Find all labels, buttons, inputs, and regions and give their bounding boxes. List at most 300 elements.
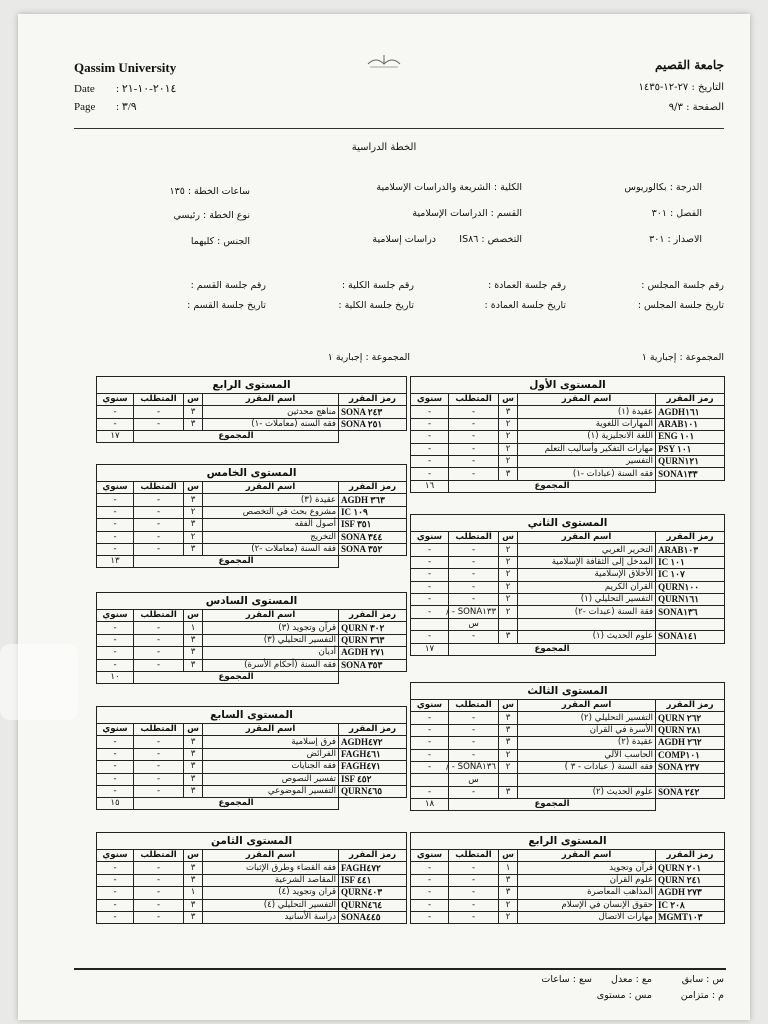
course-yearly: - [97, 874, 134, 886]
university-name-ar: جامعة القصيم [655, 58, 724, 72]
course-name: عقيدة (١) [518, 406, 656, 418]
course-row [411, 631, 725, 643]
course-row [97, 659, 407, 671]
sum-row [411, 480, 725, 492]
course-name: فقه السنة (معاملات -٢) [203, 543, 339, 555]
course-name: فقه الجنايات [203, 761, 339, 773]
course-hours: ٣ [184, 748, 203, 760]
date-ar: التاريخ : ٢٧-١٢-١٤٣٥ [638, 82, 724, 93]
course-yearly: - [97, 748, 134, 760]
college-session-no: رقم جلسة الكلية : [341, 280, 414, 291]
course-yearly: - [97, 418, 134, 430]
course-prereq: - [134, 899, 184, 911]
course-prereq: - [134, 773, 184, 785]
sum-label: المجموع [134, 798, 339, 810]
course-name [518, 618, 656, 630]
course-hours: ٣ [499, 786, 518, 798]
course-name: فقه السنه (معاملات -١) [203, 418, 339, 430]
course-row [97, 634, 407, 646]
col-hours-header: س [184, 482, 203, 494]
course-prereq: - [449, 406, 499, 418]
col-year-header: سنوي [97, 724, 134, 736]
course-prereq: - [449, 712, 499, 724]
col-code-header: رمز المقرر [339, 610, 407, 622]
course-row [411, 737, 725, 749]
column-header-row [97, 724, 407, 736]
course-prereq: - [449, 862, 499, 874]
course-prereq: - [449, 737, 499, 749]
course-code: IC ١٠١ [656, 556, 725, 568]
course-prereq: - [134, 406, 184, 418]
course-prereq: - [449, 593, 499, 605]
course-name: مناهج محدثين [203, 406, 339, 418]
course-prereq: - [449, 631, 499, 643]
course-hours [499, 774, 518, 786]
course-code: IC ١٠٧ [656, 569, 725, 581]
course-hours: ٣ [184, 736, 203, 748]
course-yearly: - [411, 544, 449, 556]
course-code: SONA١٤١ [656, 631, 725, 643]
course-code: QURN١٢١ [656, 455, 725, 467]
course-hours [499, 618, 518, 630]
course-prereq: - [449, 431, 499, 443]
course-yearly: - [411, 593, 449, 605]
col-year-header: سنوي [97, 394, 134, 406]
degree: الدرجة : بكالوريوس [624, 182, 702, 193]
course-prereq: - [134, 647, 184, 659]
col-year-header: سنوي [411, 850, 449, 862]
course-yearly [411, 774, 449, 786]
course-code: PSY ١٠١ [656, 443, 725, 455]
course-prereq: - [134, 634, 184, 646]
course-name: فقه السنة (أحكام الأسرة) [203, 659, 339, 671]
course-row [97, 519, 407, 531]
course-name: التخريج [203, 531, 339, 543]
sum-spacer [656, 643, 725, 655]
col-name-header: اسم المقرر [203, 724, 339, 736]
col-hours-header: س [184, 724, 203, 736]
course-name: علوم الحديث (٢) [518, 786, 656, 798]
course-name: المذاهب المعاصرة [518, 887, 656, 899]
date-line [74, 82, 176, 95]
course-yearly: - [97, 773, 134, 785]
page-line [74, 100, 137, 113]
course-code: QURN٤٦٤ [339, 899, 407, 911]
course-hours: ٢ [499, 911, 518, 923]
deanship-session-no: رقم جلسة العمادة : [487, 280, 566, 291]
course-yearly: - [97, 887, 134, 899]
course-yearly: - [97, 531, 134, 543]
col-hours-header: س [184, 850, 203, 862]
legend-concurrent: م : متزامن [680, 990, 724, 1001]
course-code: QURN٤٦٥ [339, 785, 407, 797]
sum-row [411, 799, 725, 811]
specialization-name: دراسات إسلامية [372, 234, 436, 245]
page-value: : ٣/٩ [116, 101, 137, 113]
course-row [411, 556, 725, 568]
course-hours: ٢ [499, 443, 518, 455]
course-code: SONA ٣٥٣ [339, 659, 407, 671]
course-code: ENG ١٠١ [656, 431, 725, 443]
course-code: AGDH ٢٦٢ [656, 737, 725, 749]
course-code: SONA١٣٦ [656, 606, 725, 618]
course-name: فقه السنة (عبادات -١) [518, 468, 656, 480]
course-yearly: - [411, 899, 449, 911]
level-title: المستوى الرابع [97, 377, 407, 394]
course-code: SONA ٢٥١ [339, 418, 407, 430]
course-code: QURN ٢٤١ [656, 874, 725, 886]
course-yearly: - [97, 647, 134, 659]
course-row [97, 773, 407, 785]
sum-value: ١٦ [411, 480, 449, 492]
course-yearly: - [97, 736, 134, 748]
course-row [97, 748, 407, 760]
level-table-right-2 [410, 514, 725, 656]
course-prereq: - [449, 544, 499, 556]
level-table-right-4 [410, 832, 725, 924]
course-prereq: - [134, 887, 184, 899]
course-row [411, 443, 725, 455]
course-hours: ٣ [184, 634, 203, 646]
course-row [411, 569, 725, 581]
course-prereq: - [134, 519, 184, 531]
course-yearly: - [411, 455, 449, 467]
level-table-right-1 [410, 376, 725, 493]
course-code: QURN٤٠٣ [339, 887, 407, 899]
course-hours: ٢ [499, 569, 518, 581]
course-row [411, 786, 725, 798]
column-header-row [97, 482, 407, 494]
course-code: COMP١٠١ [656, 749, 725, 761]
course-yearly: - [97, 506, 134, 518]
course-row [97, 761, 407, 773]
course-prereq: - [449, 569, 499, 581]
course-yearly: - [411, 468, 449, 480]
course-name: القرآن الكريم [518, 581, 656, 593]
col-code-header: رمز المقرر [339, 394, 407, 406]
course-name: التفسير التحليلي (٢) [518, 712, 656, 724]
course-prereq: - [134, 761, 184, 773]
sum-label: المجموع [449, 480, 656, 492]
course-code: FAGH٤٧٢ [339, 862, 407, 874]
course-prereq: - [449, 874, 499, 886]
course-prereq: - [134, 418, 184, 430]
col-year-header: سنوي [97, 482, 134, 494]
col-hours-header: س [184, 394, 203, 406]
course-hours: ٢ [499, 455, 518, 467]
university-name-en: Qassim University [74, 60, 177, 75]
course-yearly: - [411, 606, 449, 618]
course-row [97, 543, 407, 555]
course-yearly: - [411, 786, 449, 798]
course-name: التفسير التحليلي (٤) [203, 899, 339, 911]
footer-rule [74, 968, 726, 970]
department: القسم : الدراسات الإسلامية [412, 208, 522, 219]
course-name: المدخل إلى الثقافة الإسلامية [518, 556, 656, 568]
gender: الجنس : كليهما [190, 236, 250, 247]
sum-spacer [339, 556, 407, 568]
col-code-header: رمز المقرر [339, 850, 407, 862]
course-code: AGDH٤٧٢ [339, 736, 407, 748]
course-yearly: - [97, 761, 134, 773]
course-yearly: - [97, 899, 134, 911]
date-label: Date [74, 83, 95, 95]
course-name: فقة السنة (عبدات -٢) [518, 606, 656, 618]
course-prereq: - [449, 724, 499, 736]
course-yearly: - [411, 911, 449, 923]
sum-row [97, 671, 407, 683]
course-prereq: - [134, 736, 184, 748]
course-name [518, 774, 656, 786]
course-hours: ٢ [184, 531, 203, 543]
course-code: FAGH٤٧١ [339, 761, 407, 773]
col-hours-header: س [499, 850, 518, 862]
course-yearly [411, 618, 449, 630]
course-code: FAGH٤٦١ [339, 748, 407, 760]
term: الفصل : ٣٠١ [651, 208, 702, 219]
course-hours: ٣ [184, 659, 203, 671]
page-ar: الصفحة : ٩/٣ [668, 102, 724, 113]
course-name: التفسير الموضوعي [203, 785, 339, 797]
course-row [411, 544, 725, 556]
column-header-row [411, 394, 725, 406]
course-name: التفسير التحليلي (١) [518, 593, 656, 605]
legend-hours: سع : ساعات [541, 974, 592, 985]
course-name: تفسير النصوص [203, 773, 339, 785]
sum-value: ١٧ [97, 431, 134, 443]
course-name: حقوق الإنسان في الإسلام [518, 899, 656, 911]
course-hours: ٢ [499, 581, 518, 593]
sum-row [97, 798, 407, 810]
col-name-header: اسم المقرر [203, 482, 339, 494]
col-hours-header: س [499, 700, 518, 712]
course-hours: ٣ [184, 418, 203, 430]
course-prereq: - [449, 749, 499, 761]
level-title: المستوى الثامن [97, 833, 407, 850]
course-hours: ٢ [499, 544, 518, 556]
course-prereq: - [449, 455, 499, 467]
col-prereq-header: المتطلب [449, 532, 499, 544]
course-code: QURN ٣٦٣ [339, 634, 407, 646]
level-title: المستوى الأول [411, 377, 725, 394]
course-hours: ٣ [184, 911, 203, 923]
level-title: المستوى الثالث [411, 683, 725, 700]
course-prereq: - [134, 874, 184, 886]
course-row [411, 774, 725, 786]
course-hours: ٣ [184, 899, 203, 911]
col-code-header: رمز المقرر [656, 532, 725, 544]
col-code-header: رمز المقرر [339, 724, 407, 736]
column-header-row [411, 700, 725, 712]
col-year-header: سنوي [411, 394, 449, 406]
course-prereq: - [134, 659, 184, 671]
course-yearly: - [411, 569, 449, 581]
course-name: فقه القضاء وطرق الإثبات [203, 862, 339, 874]
course-hours: ٣ [184, 785, 203, 797]
course-hours: ٣ [184, 773, 203, 785]
course-yearly: - [411, 431, 449, 443]
course-name: عقيدة (٣) [203, 494, 339, 506]
course-prereq: - [134, 543, 184, 555]
course-row [97, 418, 407, 430]
course-code: SONA ٢٤٣ [339, 406, 407, 418]
col-prereq-header: المتطلب [449, 394, 499, 406]
course-yearly: - [97, 622, 134, 634]
course-row [97, 406, 407, 418]
course-code: AGDH ٢٧١ [339, 647, 407, 659]
col-name-header: اسم المقرر [203, 610, 339, 622]
course-hours: ٣ [184, 647, 203, 659]
sum-row [97, 431, 407, 443]
course-code: SONA ٣٥٢ [339, 543, 407, 555]
course-row [97, 874, 407, 886]
university-logo-icon [364, 52, 404, 72]
sum-spacer [656, 799, 725, 811]
course-name: علوم القرآن [518, 874, 656, 886]
course-prereq: SONA١٣٣ - / [449, 606, 499, 618]
col-hours-header: س [499, 394, 518, 406]
level-table-left-1 [96, 376, 407, 443]
sum-value: ١٧ [411, 643, 449, 655]
course-name: التحرير العربي [518, 544, 656, 556]
course-hours: ٢ [499, 749, 518, 761]
column-header-row [411, 850, 725, 862]
course-hours: ٣ [499, 712, 518, 724]
course-code: QURN ٢٠١ [656, 862, 725, 874]
course-hours: ٣ [184, 874, 203, 886]
course-name: عقيدة (٢) [518, 737, 656, 749]
course-row [97, 785, 407, 797]
document-page [18, 14, 750, 1020]
level-title: المستوى الخامس [97, 465, 407, 482]
course-prereq: - [449, 911, 499, 923]
course-code: QURN١٦١ [656, 593, 725, 605]
course-hours: ٣ [499, 724, 518, 736]
course-code: ISF ٤٤١ [339, 874, 407, 886]
course-name: أصول الفقه [203, 519, 339, 531]
course-code [656, 618, 725, 630]
course-name: الأسرة في القرآن [518, 724, 656, 736]
course-hours: ٣ [184, 862, 203, 874]
course-name: التفسير التحليلي (٣) [203, 634, 339, 646]
course-prereq: - [449, 581, 499, 593]
course-row [411, 911, 725, 923]
level-table-left-3 [96, 592, 407, 684]
course-row [97, 494, 407, 506]
col-prereq-header: المتطلب [134, 850, 184, 862]
col-prereq-header: المتطلب [449, 700, 499, 712]
course-hours: ١ [184, 887, 203, 899]
sum-label: المجموع [134, 556, 339, 568]
course-name: قرآن وتجويد [518, 862, 656, 874]
sum-row [411, 643, 725, 655]
course-row [97, 647, 407, 659]
specialization: التخصص : IS٨٦ [459, 234, 522, 245]
course-prereq: - [449, 418, 499, 430]
plan-title: الخطة الدراسية [351, 142, 417, 153]
sum-value: ١٨ [411, 799, 449, 811]
course-yearly: - [97, 659, 134, 671]
course-hours: ٣ [184, 406, 203, 418]
course-hours: ٣ [499, 631, 518, 643]
course-yearly: - [97, 543, 134, 555]
course-name: قرآن وتجويد (٣) [203, 622, 339, 634]
course-yearly: - [411, 556, 449, 568]
col-year-header: سنوي [411, 700, 449, 712]
course-prereq: - [134, 748, 184, 760]
col-year-header: سنوي [97, 610, 134, 622]
level-title: المستوى الثاني [411, 515, 725, 532]
sum-row [97, 556, 407, 568]
col-name-header: اسم المقرر [518, 700, 656, 712]
course-row [411, 606, 725, 618]
col-code-header: رمز المقرر [339, 482, 407, 494]
course-prereq: - [134, 911, 184, 923]
sum-value: ١٣ [97, 556, 134, 568]
course-prereq: - [449, 443, 499, 455]
course-hours: ٢ [499, 593, 518, 605]
col-name-header: اسم المقرر [518, 532, 656, 544]
course-row [411, 618, 725, 630]
course-code: SONA ٢٣٧ [656, 761, 725, 773]
col-prereq-header: المتطلب [134, 724, 184, 736]
course-prereq: - [449, 556, 499, 568]
dept-session-date: تاريخ جلسة القسم : [187, 300, 266, 311]
course-yearly: - [97, 406, 134, 418]
course-hours: ٣ [499, 468, 518, 480]
course-prereq: - [134, 531, 184, 543]
course-row [411, 899, 725, 911]
course-hours: ١ [184, 622, 203, 634]
course-hours: ١ [499, 862, 518, 874]
level-title: المستوى الرابع [411, 833, 725, 850]
course-prereq: س [449, 774, 499, 786]
course-row [97, 899, 407, 911]
col-prereq-header: المتطلب [134, 394, 184, 406]
course-row [411, 593, 725, 605]
course-row [411, 406, 725, 418]
col-code-header: رمز المقرر [656, 394, 725, 406]
course-code: AGDH ٣٦٣ [339, 494, 407, 506]
course-name: الفرائض [203, 748, 339, 760]
column-header-row [97, 394, 407, 406]
course-yearly: - [411, 887, 449, 899]
course-hours: ٣ [184, 519, 203, 531]
course-yearly: - [411, 874, 449, 886]
legend-level: مس : مستوى [596, 990, 652, 1001]
course-row [411, 724, 725, 736]
deanship-session-date: تاريخ جلسة العمادة : [484, 300, 566, 311]
level-table-right-3 [410, 682, 725, 811]
side-scroll-tab[interactable] [0, 644, 78, 720]
course-prereq: - [134, 862, 184, 874]
sum-value: ١٥ [97, 798, 134, 810]
course-code: QURN١٠٠ [656, 581, 725, 593]
college-session-date: تاريخ جلسة الكلية : [338, 300, 414, 311]
course-name: قرآن وتجويد (٤) [203, 887, 339, 899]
course-code: ISF ٣٥١ [339, 519, 407, 531]
course-yearly: - [97, 862, 134, 874]
course-prereq: - [134, 622, 184, 634]
council-session-no: رقم جلسة المجلس : [641, 280, 724, 291]
col-year-header: سنوي [411, 532, 449, 544]
course-code: QURN ٢٨١ [656, 724, 725, 736]
course-row [411, 455, 725, 467]
course-yearly: - [411, 749, 449, 761]
col-prereq-header: المتطلب [449, 850, 499, 862]
course-code: AGDH ٢٧٣ [656, 887, 725, 899]
legend-rate: مع : معدل [611, 974, 652, 985]
